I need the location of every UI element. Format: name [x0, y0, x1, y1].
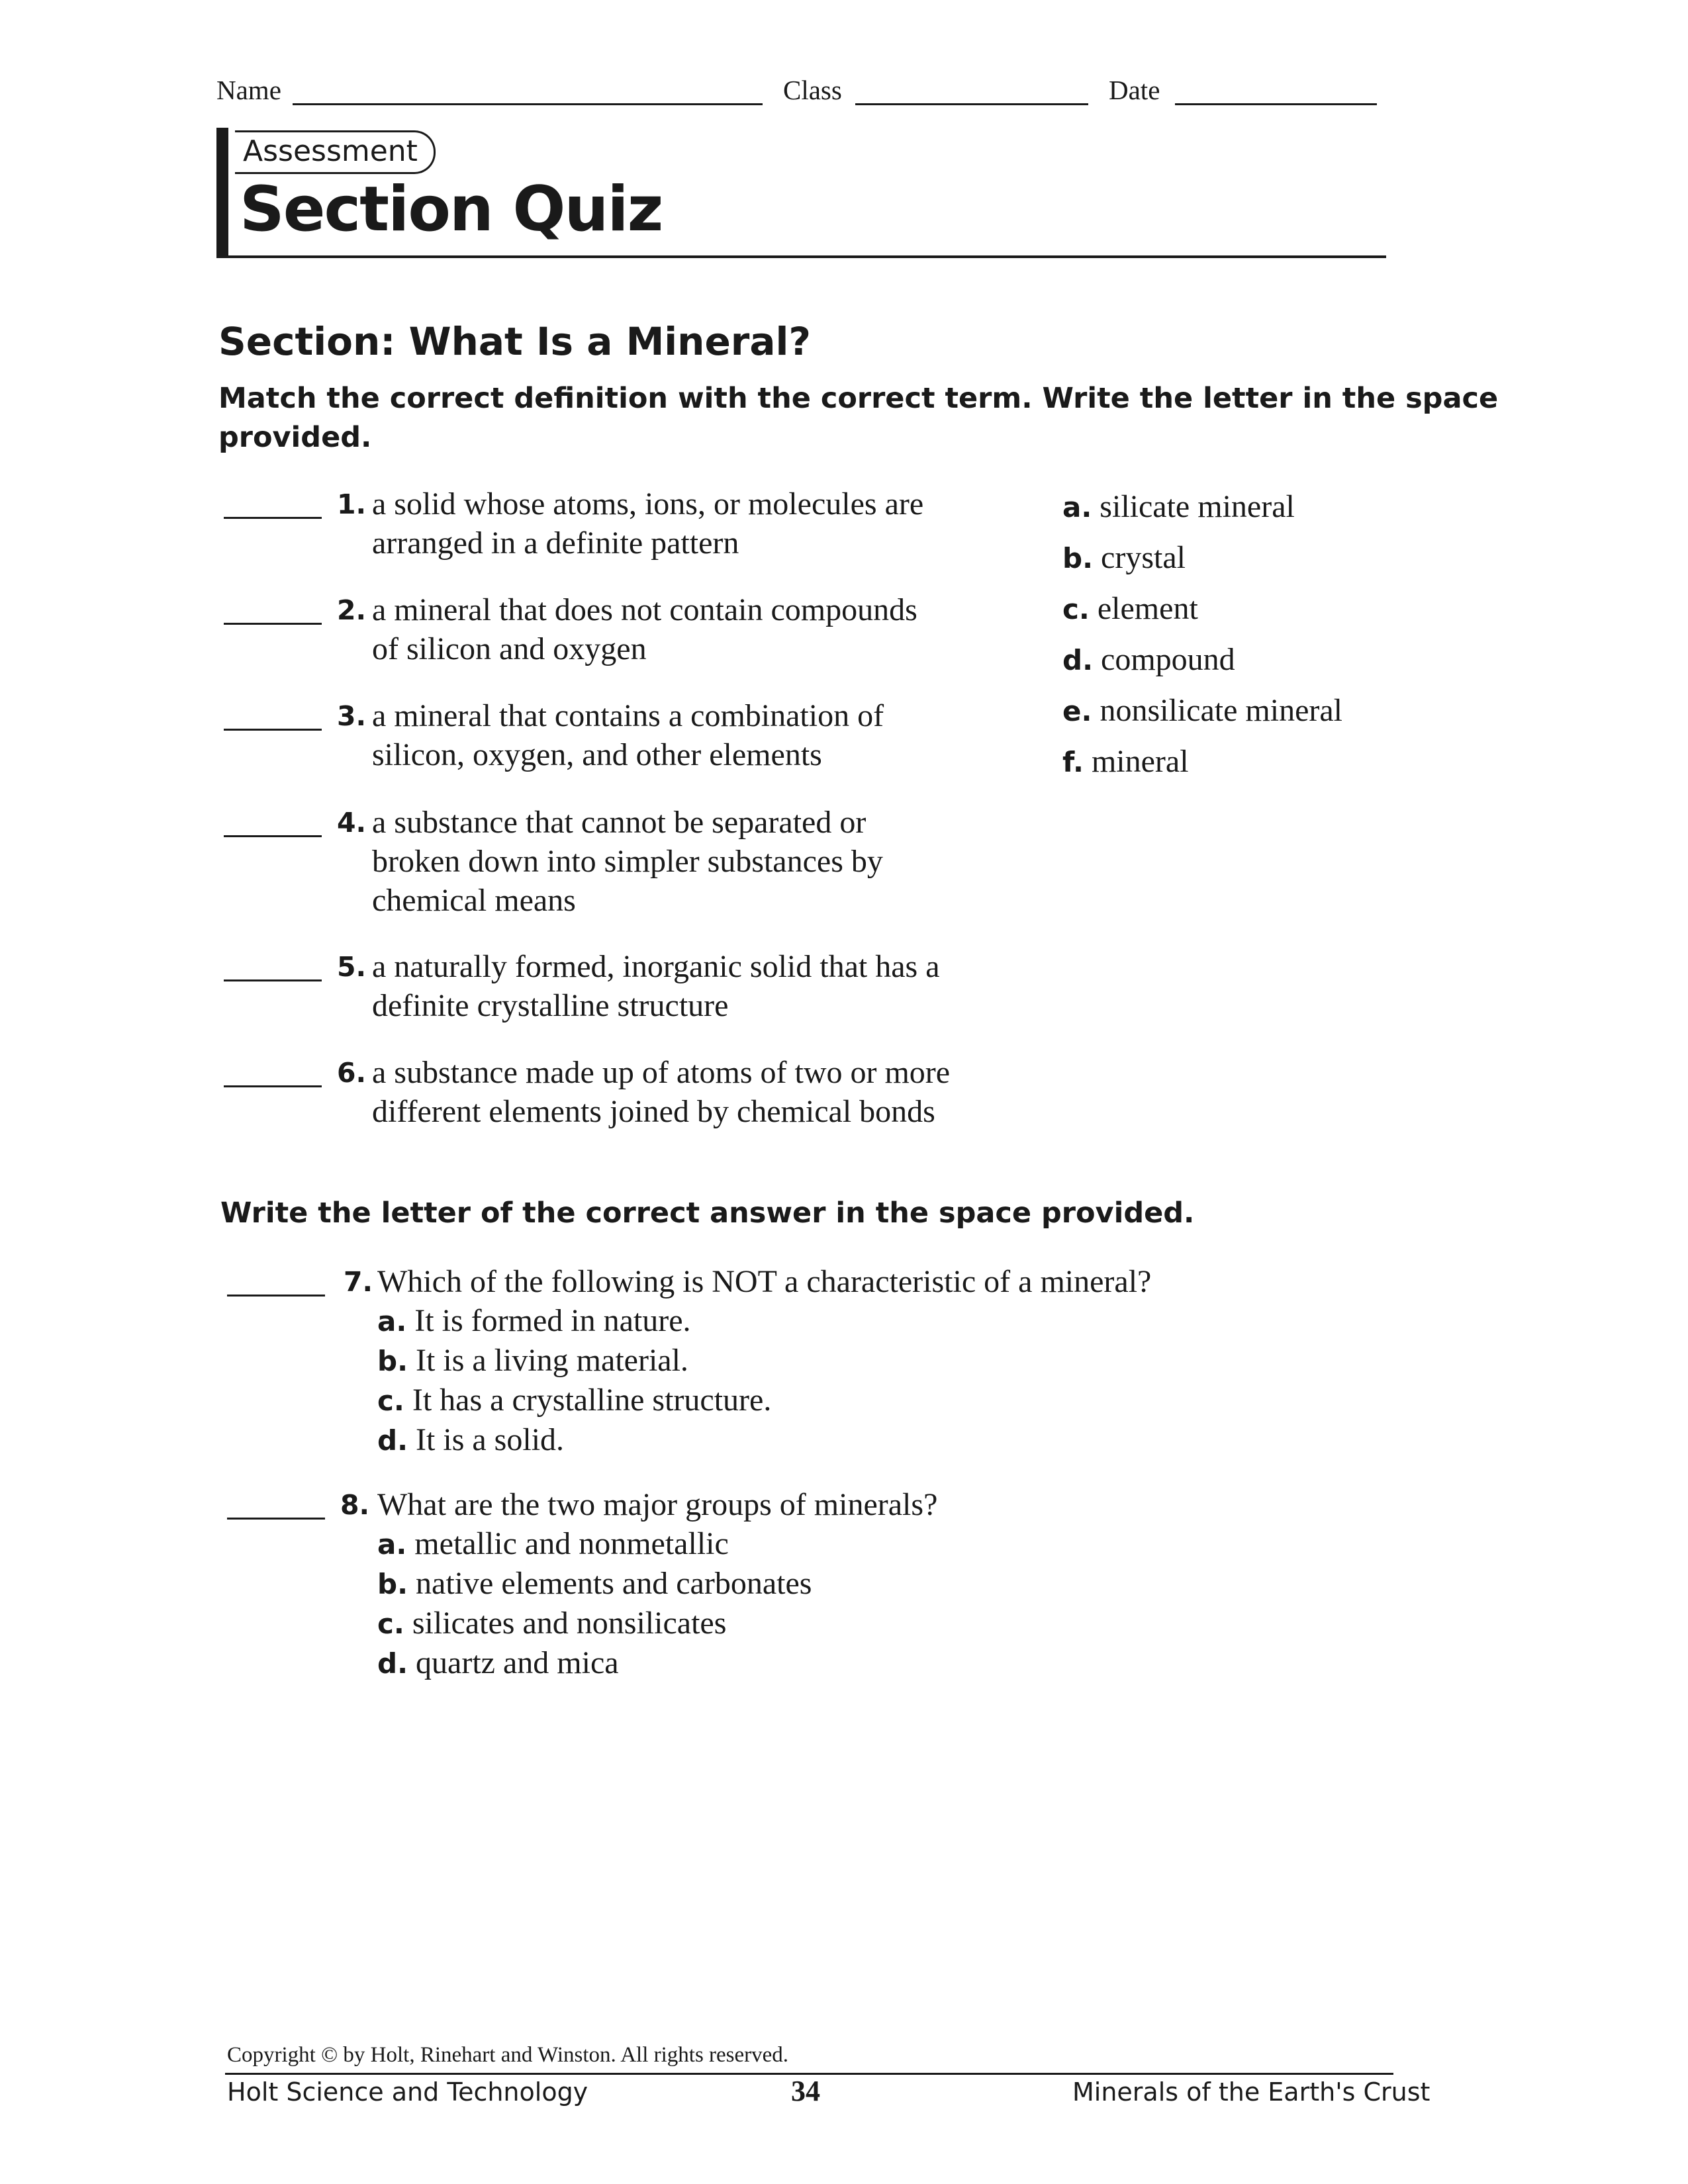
item-number: 8.: [340, 1489, 370, 1521]
answer-blank-3[interactable]: [224, 729, 322, 731]
matching-instructions: Match the correct definition with the correct term. Write the letter in the space provided.: [218, 382, 1499, 454]
question-7-options: [377, 1301, 771, 1460]
item-number: 2.: [337, 594, 367, 626]
item-number: 4.: [337, 807, 367, 839]
answer-choice-d: d. compound: [1062, 642, 1235, 677]
option: d. It is a solid.: [377, 1422, 565, 1457]
class-label: Class: [783, 75, 842, 105]
item-number: 3.: [337, 700, 367, 732]
answer-blank-8[interactable]: [227, 1518, 325, 1520]
question-8-options: [377, 1524, 812, 1683]
answer-blank-1[interactable]: [224, 517, 322, 519]
answer-choices: [1062, 482, 1342, 788]
multiple-choice-instructions: Write the letter of the correct answer in the space provided.: [220, 1197, 1195, 1230]
option: c. It has a crystalline structure.: [377, 1383, 772, 1418]
date-label: Date: [1109, 75, 1160, 105]
option: a. metallic and nonmetallic: [377, 1526, 729, 1561]
answer-choice-f: f. mineral: [1062, 744, 1189, 779]
answer-blank-6[interactable]: [224, 1085, 322, 1087]
definition-2: a mineral that does not contain compounds of silicon and oxygen: [372, 592, 917, 666]
chapter-title: Minerals of the Earth's Crust: [1072, 2077, 1430, 2107]
option: b. It is a living material.: [377, 1343, 688, 1378]
definition-4: a substance that cannot be separated or broken down into simpler substances by chemical means: [372, 805, 883, 918]
title-bar-accent: [216, 128, 228, 257]
answer-blank-5[interactable]: [224, 979, 322, 981]
copyright: Copyright © by Holt, Rinehart and Winston. All rights reserved.: [227, 2043, 789, 2067]
definition-1: a solid whose atoms, ions, or molecules are arranged in a definite pattern: [372, 486, 924, 561]
option: a. It is formed in nature.: [377, 1303, 691, 1338]
date-field[interactable]: [1175, 103, 1377, 105]
definition-5: a naturally formed, inorganic solid that has a definite crystalline structure: [372, 949, 940, 1023]
option: c. silicates and nonsilicates: [377, 1606, 727, 1641]
option: d. quartz and mica: [377, 1645, 619, 1680]
item-number: 1.: [337, 488, 367, 520]
item-number: 5.: [337, 951, 367, 983]
answer-blank-7[interactable]: [227, 1295, 325, 1297]
answer-choice-b: b. crystal: [1062, 540, 1186, 575]
answer-choice-c: c. element: [1062, 591, 1198, 626]
answer-blank-4[interactable]: [224, 835, 322, 837]
section-title: Section: What Is a Mineral?: [218, 319, 812, 364]
question-8-text: What are the two major groups of minerals?: [377, 1487, 938, 1522]
definition-6: a substance made up of atoms of two or more different elements joined by chemical bonds: [372, 1055, 951, 1129]
page-title: Section Quiz: [240, 173, 663, 246]
option: b. native elements and carbonates: [377, 1566, 812, 1601]
title-underline: [216, 255, 1386, 258]
item-number: 6.: [337, 1057, 367, 1089]
item-number: 7.: [344, 1266, 373, 1298]
publisher: Holt Science and Technology: [227, 2077, 588, 2107]
class-field[interactable]: [855, 103, 1088, 105]
name-field[interactable]: [293, 103, 763, 105]
definition-3: a mineral that contains a combination of silicon, oxygen, and other elements: [372, 698, 884, 772]
page-number: 34: [791, 2075, 820, 2107]
question-7-text: Which of the following is NOT a characteristic of a mineral?: [377, 1264, 1152, 1299]
answer-blank-2[interactable]: [224, 623, 322, 625]
assessment-tab: Assessment: [235, 130, 436, 174]
answer-choice-a: a. silicate mineral: [1062, 489, 1295, 524]
answer-choice-e: e. nonsilicate mineral: [1062, 693, 1342, 728]
name-label: Name: [216, 75, 281, 105]
